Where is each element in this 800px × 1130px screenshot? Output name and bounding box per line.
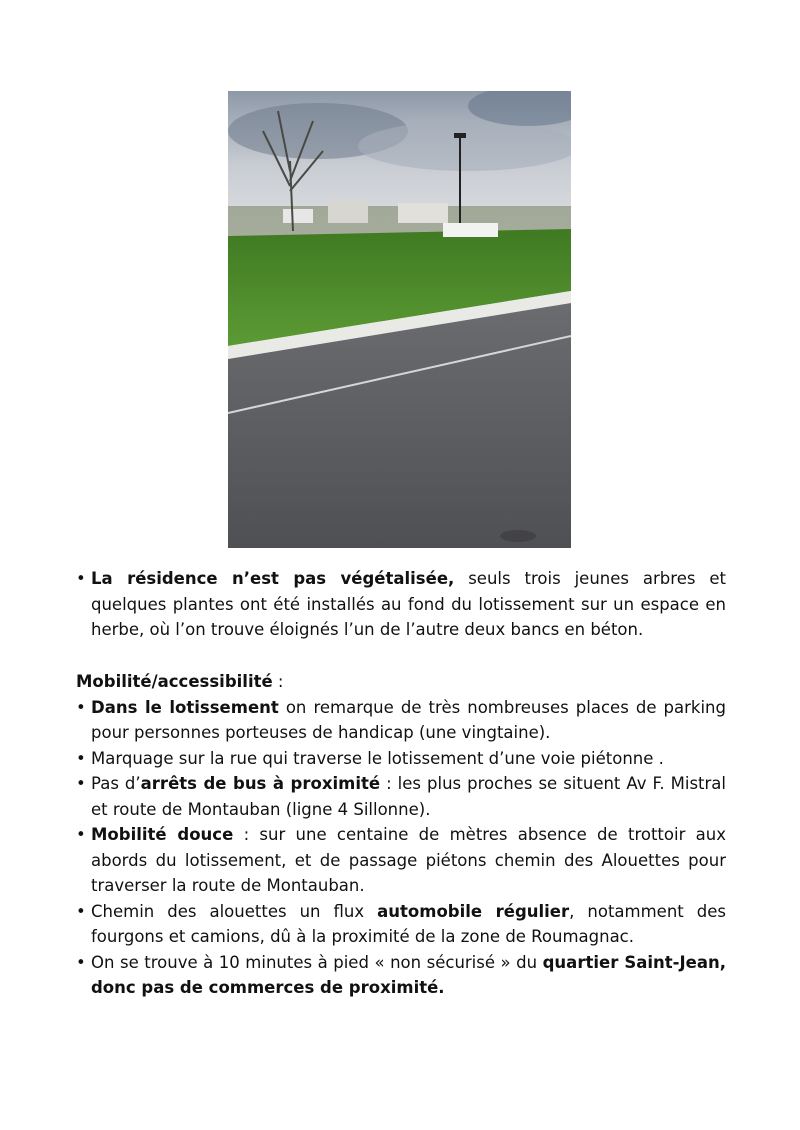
residence-photo — [228, 91, 571, 548]
section-heading: Mobilité/accessibilité : — [76, 672, 284, 691]
list-item: • Pas d’arrêts de bus à proximité : les plus proches se situent Av F. Mistral et route de Montauban (ligne 4 Sillonne). — [76, 771, 726, 822]
bullet-text: seuls trois jeunes arbres et quelques plantes ont été installés au fond du lotissement sur un espace en herbe, où l’on trouve éloignés l’un de l’autre deux bancs en béton. — [91, 569, 726, 639]
bold-phrase: La résidence n’est pas végétalisée, — [91, 569, 455, 588]
list-item: • Dans le lotissement on remarque de très nombreuses places de parking pour personnes porteuses de handicap (une vingtaine). — [76, 695, 726, 746]
list-item: • On se trouve à 10 minutes à pied « non sécurisé » du quartier Saint-Jean, donc pas de commerces de proximité. — [76, 950, 726, 1001]
list-item: • Chemin des alouettes un flux automobile régulier, notamment des fourgons et camions, dû à la proximité de la zone de Roumagnac. — [76, 899, 726, 950]
intro-section — [76, 566, 726, 643]
list-item — [76, 566, 726, 643]
list-item: • Mobilité douce : sur une centaine de mètres absence de trottoir aux abords du lotissement, et de passage piétons chemin des Alouettes pour traverser la route de Montauban. — [76, 822, 726, 899]
mobility-section — [76, 669, 726, 1001]
list-item: • Marquage sur la rue qui traverse le lotissement d’une voie piétonne . — [76, 746, 726, 772]
